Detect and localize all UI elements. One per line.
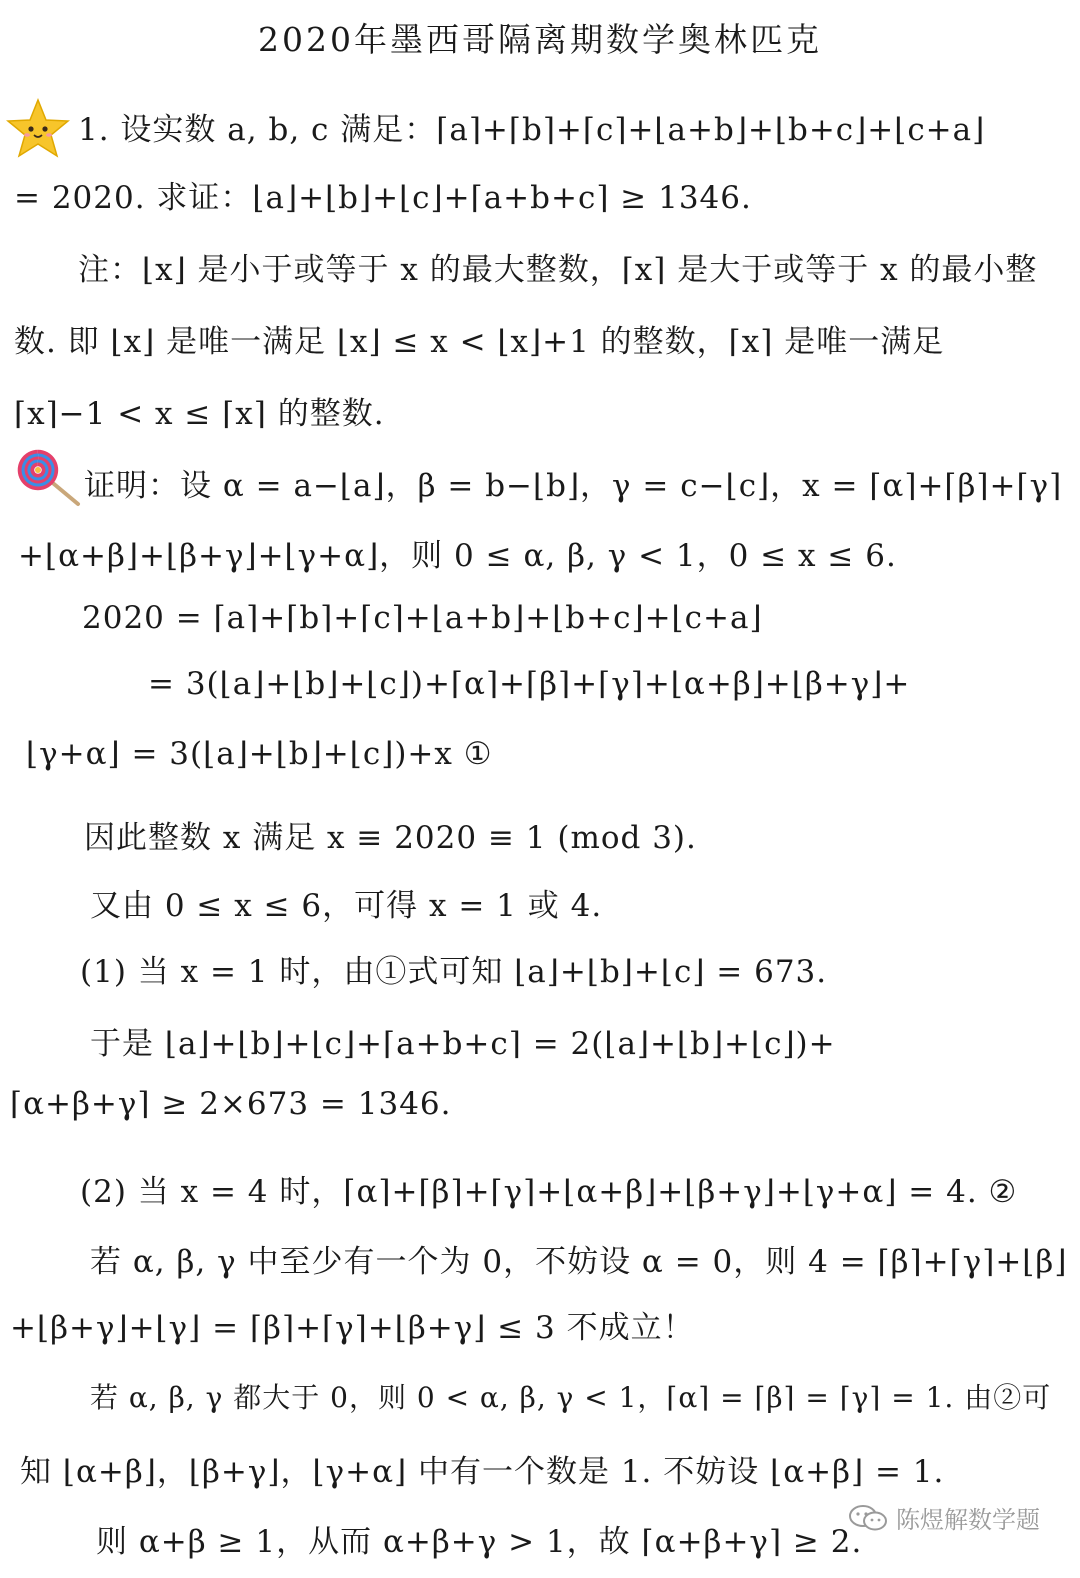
problem-line-1: 1. 设实数 a, b, c 满足：⌈a⌉+⌈b⌉+⌈c⌉+⌊a+b⌋+⌊b+c⌋+⌊c+a⌋ (78, 112, 986, 148)
case2-line-6: 则 α+β ≥ 1，从而 α+β+γ > 1，故 ⌈α+β+γ⌉ ≥ 2. (96, 1524, 863, 1560)
case2-line-2: 若 α, β, γ 中至少有一个为 0，不妨设 α = 0，则 4 = ⌈β⌉+⌈γ⌉+⌊β⌋ (90, 1244, 1068, 1280)
proof-line-6: 因此整数 x 满足 x ≡ 2020 ≡ 1 (mod 3). (84, 820, 697, 856)
proof-line-5: ⌊γ+α⌋ = 3(⌊a⌋+⌊b⌋+⌊c⌋)+x ① (26, 736, 493, 772)
case1-line-1: (1) 当 x = 1 时，由①式可知 ⌊a⌋+⌊b⌋+⌊c⌋ = 673. (80, 954, 828, 990)
note-line-1: 注：⌊x⌋ 是小于或等于 x 的最大整数，⌈x⌉ 是大于或等于 x 的最小整 (78, 252, 1038, 288)
proof-line-1: 证明：设 α = a−⌊a⌋，β = b−⌊b⌋，γ = c−⌊c⌋，x = ⌈α⌉+⌈β⌉+⌈γ⌉ (84, 468, 1063, 504)
star-emoji-icon (6, 98, 70, 158)
proof-line-4: = 3(⌊a⌋+⌊b⌋+⌊c⌋)+⌈α⌉+⌈β⌉+⌈γ⌉+⌊α+β⌋+⌊β+γ⌋+ (148, 666, 911, 702)
proof-line-7: 又由 0 ≤ x ≤ 6，可得 x = 1 或 4. (90, 888, 603, 924)
proof-line-2: +⌊α+β⌋+⌊β+γ⌋+⌊γ+α⌋，则 0 ≤ α, β, γ < 1，0 ≤ x ≤ 6. (18, 538, 897, 574)
case2-line-5: 知 ⌊α+β⌋，⌊β+γ⌋，⌊γ+α⌋ 中有一个数是 1. 不妨设 ⌊α+β⌋ = 1. (20, 1454, 945, 1490)
note-line-3: ⌈x⌉−1 < x ≤ ⌈x⌉ 的整数. (14, 396, 385, 432)
lollipop-emoji-icon (14, 448, 84, 508)
problem-line-2: = 2020. 求证：⌊a⌋+⌊b⌋+⌊c⌋+⌈a+b+c⌉ ≥ 1346. (14, 180, 752, 216)
note-line-2: 数. 即 ⌊x⌋ 是唯一满足 ⌊x⌋ ≤ x < ⌊x⌋+1 的整数，⌈x⌉ 是唯一满足 (14, 324, 945, 360)
case2-line-1: (2) 当 x = 4 时，⌈α⌉+⌈β⌉+⌈γ⌉+⌊α+β⌋+⌊β+γ⌋+⌊γ+α⌋ = 4. ② (80, 1174, 1018, 1210)
case2-line-4: 若 α, β, γ 都大于 0，则 0 < α, β, γ < 1，⌈α⌉ = ⌈β⌉ = ⌈γ⌉ = 1. 由②可 (90, 1381, 1052, 1414)
proof-line-3: 2020 = ⌈a⌉+⌈b⌉+⌈c⌉+⌊a+b⌋+⌊b+c⌋+⌊c+a⌋ (82, 600, 763, 636)
wechat-icon (848, 1504, 888, 1532)
case2-line-3: +⌊β+γ⌋+⌊γ⌋ = ⌈β⌉+⌈γ⌉+⌊β+γ⌋ ≤ 3 不成立！ (10, 1310, 695, 1346)
document-title: 2020年墨西哥隔离期数学奥林匹克 (258, 20, 822, 59)
watermark-text: 陈煜解数学题 (896, 1506, 1040, 1534)
case1-line-3: ⌈α+β+γ⌉ ≥ 2×673 = 1346. (10, 1086, 452, 1122)
case1-line-2: 于是 ⌊a⌋+⌊b⌋+⌊c⌋+⌈a+b+c⌉ = 2(⌊a⌋+⌊b⌋+⌊c⌋)+ (90, 1026, 836, 1062)
watermark (848, 1500, 1040, 1535)
